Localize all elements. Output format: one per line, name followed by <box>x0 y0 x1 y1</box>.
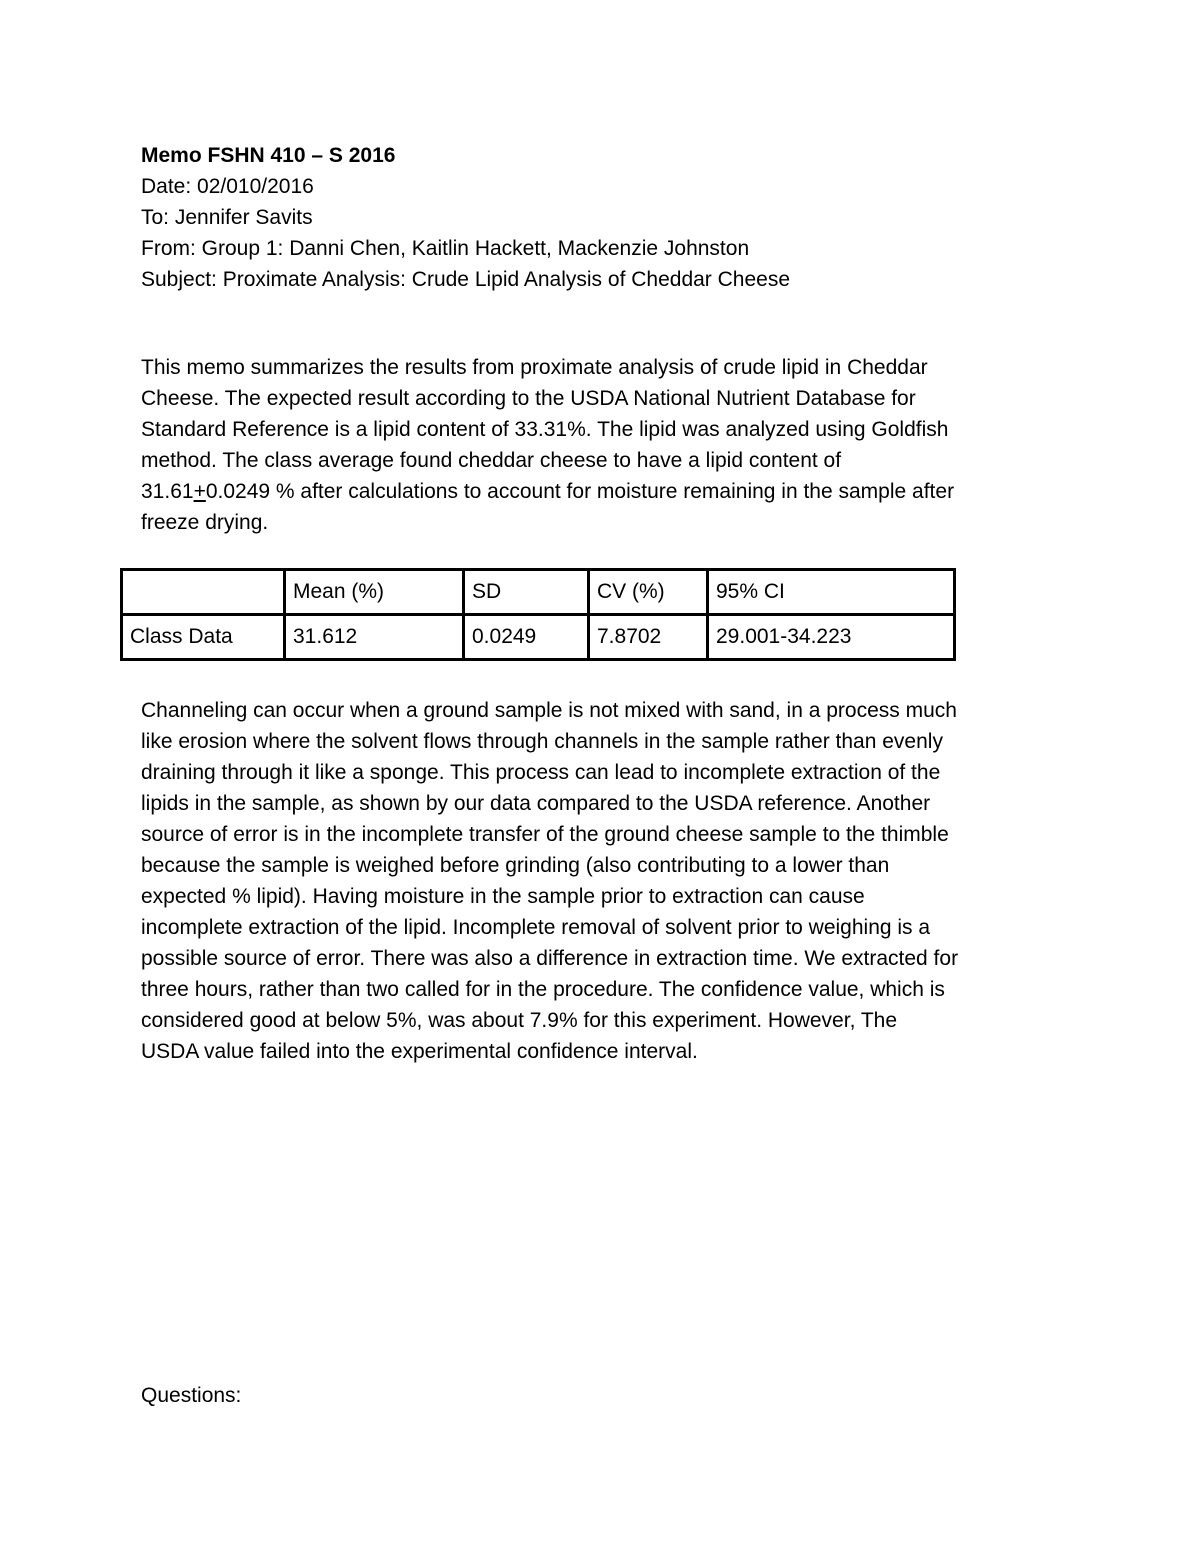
memo-subject: Subject: Proximate Analysis: Crude Lipid Analysis of Cheddar Cheese <box>141 268 791 291</box>
discussion-line: because the sample is weighed before grinding (also contributing to a lower than <box>141 854 890 877</box>
table-header-cell <box>122 570 285 615</box>
discussion-line: USDA value failed into the experimental confidence interval. <box>141 1040 698 1063</box>
discussion-line: Channeling can occur when a ground sample is not mixed with sand, in a process much <box>141 699 957 722</box>
table-header-cell: Mean (%) <box>285 570 464 615</box>
discussion-line: three hours, rather than two called for in the procedure. The confidence value, which is <box>141 978 945 1001</box>
table-cell: 0.0249 <box>464 615 589 660</box>
discussion-line: draining through it like a sponge. This process can lead to incomplete extraction of the <box>141 761 941 784</box>
discussion-line: expected % lipid). Having moisture in the sample prior to extraction can cause <box>141 885 865 908</box>
discussion-line: incomplete extraction of the lipid. Incomplete removal of solvent prior to weighing is a <box>141 916 931 939</box>
memo-to: To: Jennifer Savits <box>141 206 313 229</box>
table-header-cell: CV (%) <box>589 570 708 615</box>
class-data-table <box>120 568 956 661</box>
lipid-sd-text: 0.0249 % after calculations to account for moisture remaining in the sample after <box>205 480 955 503</box>
questions-heading: Questions: <box>141 1384 242 1407</box>
lipid-mean-value: 31.61 <box>141 480 194 503</box>
intro-line <box>141 476 954 507</box>
discussion-line: possible source of error. There was also a difference in extraction time. We extracted for <box>141 947 959 970</box>
discussion-line: lipids in the sample, as shown by our data compared to the USDA reference. Another <box>141 792 931 815</box>
table-header-row <box>122 570 955 615</box>
discussion-line: like erosion where the solvent flows through channels in the sample rather than evenly <box>141 730 943 753</box>
table-cell: 7.8702 <box>589 615 708 660</box>
table-cell: 29.001-34.223 <box>708 615 955 660</box>
intro-line: Cheese. The expected result according to the USDA National Nutrient Database for <box>141 387 916 410</box>
intro-line: This memo summarizes the results from proximate analysis of crude lipid in Cheddar <box>141 356 928 379</box>
memo-date: Date: 02/010/2016 <box>141 175 314 198</box>
table-cell: 31.612 <box>285 615 464 660</box>
table-header-cell: 95% CI <box>708 570 955 615</box>
memo-title: Memo FSHN 410 – S 2016 <box>141 144 396 167</box>
plus-minus-sign: + <box>193 480 206 503</box>
discussion-line: source of error is in the incomplete transfer of the ground cheese sample to the thimble <box>141 823 949 846</box>
intro-line: Standard Reference is a lipid content of 33.31%. The lipid was analyzed using Goldfish <box>141 418 949 441</box>
discussion-line: considered good at below 5%, was about 7.9% for this experiment. However, The <box>141 1009 898 1032</box>
memo-from: From: Group 1: Danni Chen, Kaitlin Hackett, Mackenzie Johnston <box>141 237 750 260</box>
table-cell: Class Data <box>122 615 285 660</box>
intro-line: freeze drying. <box>141 511 269 534</box>
intro-line: method. The class average found cheddar cheese to have a lipid content of <box>141 449 842 472</box>
table-row <box>122 615 955 660</box>
table-header-cell: SD <box>464 570 589 615</box>
